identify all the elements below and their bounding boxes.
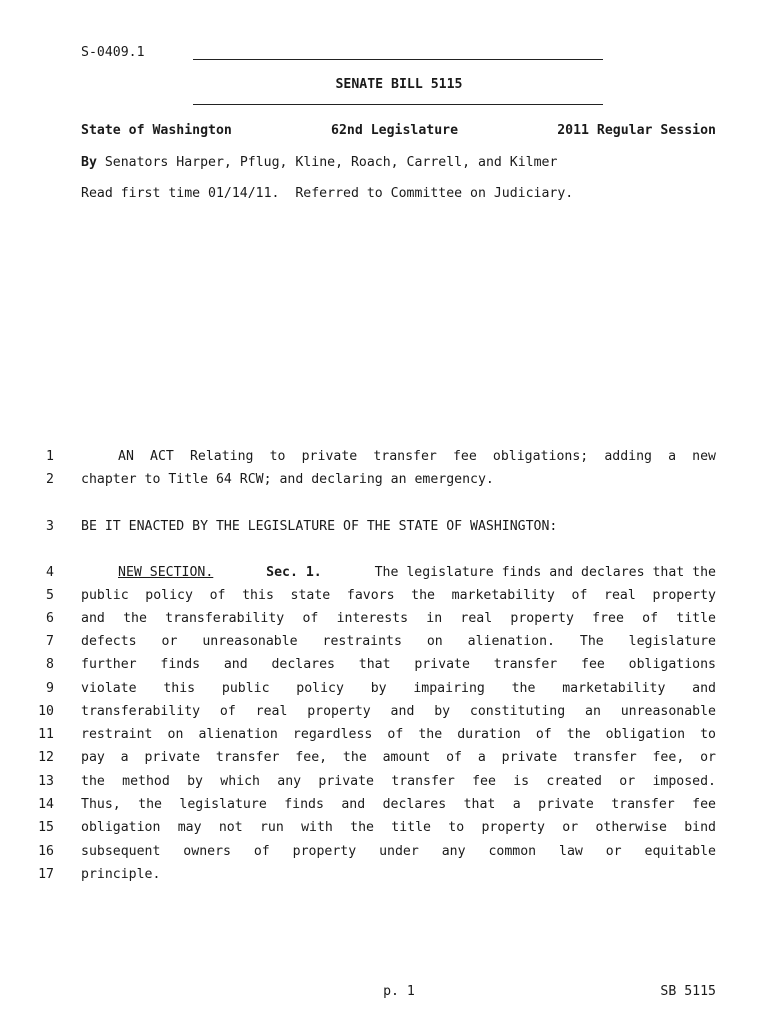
body-line: [0, 727, 770, 745]
line-number: 10: [38, 704, 54, 719]
line-text: and the transferability of interests in real property free of title: [81, 611, 716, 626]
body-line: [0, 867, 770, 885]
line-text: subsequent owners of property under any common law or equitable: [81, 844, 716, 859]
line-number: 9: [46, 681, 54, 696]
body-line: [0, 681, 770, 699]
body-line: [0, 449, 770, 467]
sponsors-line: [81, 155, 557, 170]
line-text: BE IT ENACTED BY THE LEGISLATURE OF THE STATE OF WASHINGTON:: [81, 519, 558, 534]
line-number: 16: [38, 844, 54, 859]
line-number: 3: [46, 519, 54, 534]
line-text: principle.: [81, 867, 161, 882]
line-text: restraint on alienation regardless of the duration of the obligation to: [81, 727, 716, 742]
line-number: 14: [38, 797, 54, 812]
line-text: The legislature finds and declares that the: [374, 565, 716, 580]
line-number: 11: [38, 727, 54, 742]
new-section-label: NEW SECTION.: [118, 565, 214, 580]
line-number: 13: [38, 774, 54, 789]
body-line: [0, 820, 770, 838]
state-label: State of Washington: [81, 123, 232, 138]
line-number: 4: [46, 565, 54, 580]
line-number: 17: [38, 867, 54, 882]
line-text: defects or unreasonable restraints on alienation. The legislature: [81, 634, 716, 649]
line-number: 1: [46, 449, 54, 464]
title-rule: [193, 104, 603, 105]
line-number: 8: [46, 657, 54, 672]
body-line: [0, 774, 770, 792]
line-text: Thus, the legislature finds and declares that a private transfer fee: [81, 797, 716, 812]
body-line: [0, 611, 770, 629]
body-line: [0, 797, 770, 815]
body-line: [0, 704, 770, 722]
bill-title: SENATE BILL 5115: [335, 77, 463, 92]
line-text: chapter to Title 64 RCW; and declaring an emergency.: [81, 472, 494, 487]
line-text: transferability of real property and by constituting an unreasonable: [81, 704, 716, 719]
line-text: violate this public policy by impairing the marketability and: [81, 681, 716, 696]
section-heading-line: [118, 565, 716, 580]
line-number: 15: [38, 820, 54, 835]
session-header: [81, 123, 716, 138]
body-line: [0, 565, 770, 583]
document-code: S-0409.1: [81, 45, 145, 60]
body-line: [0, 657, 770, 675]
legislature-label: 62nd Legislature: [331, 123, 459, 138]
line-text: pay a private transfer fee, the amount of a private transfer fee, or: [81, 750, 716, 765]
line-number: 12: [38, 750, 54, 765]
footer-bill-id: SB 5115: [660, 984, 716, 999]
top-rule: [193, 59, 603, 60]
line-number: 6: [46, 611, 54, 626]
read-first-line: Read first time 01/14/11. Referred to Committee on Judiciary.: [81, 186, 574, 201]
sponsors-text: Senators Harper, Pflug, Kline, Roach, Carrell, and Kilmer: [104, 155, 558, 170]
line-text: obligation may not run with the title to property or otherwise bind: [81, 820, 716, 835]
by-label: By: [81, 155, 97, 170]
line-text: the method by which any private transfer fee is created or imposed.: [81, 774, 716, 789]
body-line: [0, 750, 770, 768]
body-line: [0, 634, 770, 652]
line-text: AN ACT Relating to private transfer fee obligations; adding a new: [118, 449, 716, 464]
line-text: further finds and declares that private transfer fee obligations: [81, 657, 716, 672]
body-line: [0, 588, 770, 606]
page-number: p. 1: [383, 984, 415, 999]
line-number: 5: [46, 588, 54, 603]
session-label: 2011 Regular Session: [557, 123, 716, 138]
line-number: 7: [46, 634, 54, 649]
body-line: [0, 519, 770, 537]
section-number: Sec. 1.: [266, 565, 322, 580]
body-line: [0, 472, 770, 490]
line-number: 2: [46, 472, 54, 487]
body-line: [0, 844, 770, 862]
line-text: public policy of this state favors the marketability of real property: [81, 588, 716, 603]
